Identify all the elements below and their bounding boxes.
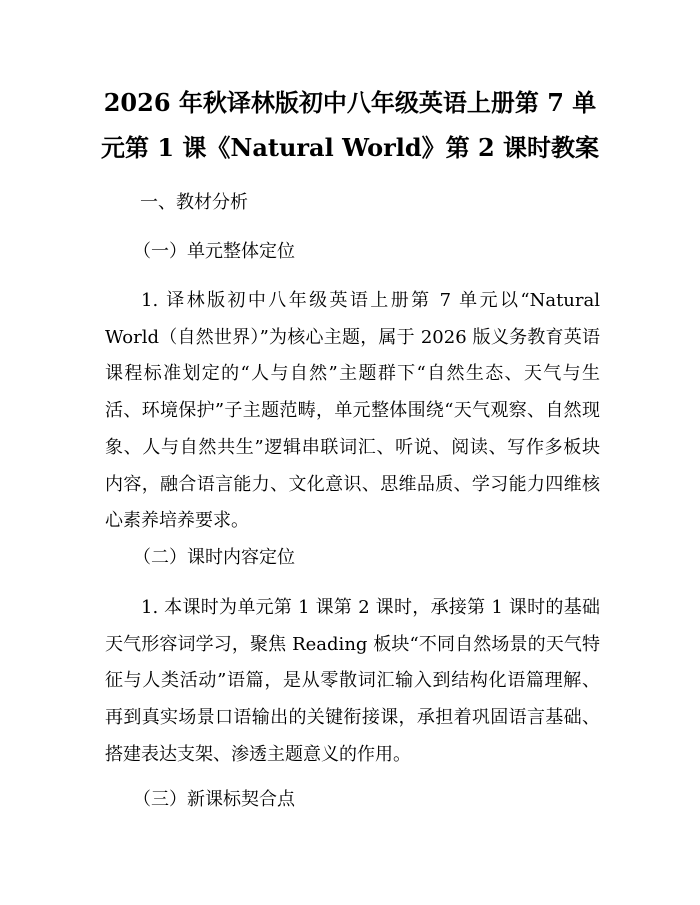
subsection-heading-lesson-positioning: （二）课时内容定位 <box>133 547 295 568</box>
document-title-line-1: 2026 年秋译林版初中八年级英语上册第 7 单 <box>103 88 597 117</box>
paragraph-unit-positioning: 1. 译林版初中八年级英语上册第 7 单元以“Natural World（自然世界）”为核心主题，属于 2026 版义务教育英语课程标准划定的“人与自然”主题群下“自然生态、天气与生活、环境保护”子主题范畴，单元整体围绕“天气观察、自然现象、人与自然共生”逻辑串联词汇、听说、阅读、写作多板块内容，融合语言能力、文化意识、思维品质、学习能力四维核心素养培养要求。 <box>105 290 600 532</box>
subsection-heading-unit-positioning: （一）单元整体定位 <box>133 241 295 262</box>
subsection-heading-curriculum-alignment: （三）新课标契合点 <box>133 789 295 810</box>
paragraph-lesson-positioning: 1. 本课时为单元第 1 课第 2 课时，承接第 1 课时的基础天气形容词学习，聚焦 Reading 板块“不同自然场景的天气特征与人类活动”语篇，是从零散词汇输入到结构化语篇理解、再到真实场景口语输出的关键衔接课，承担着巩固语言基础、搭建表达支架、渗透主题意义的作用。 <box>105 597 600 765</box>
document-title-line-2: 元第 1 课《Natural World》第 2 课时教案 <box>100 133 600 162</box>
section-heading-textbook-analysis: 一、教材分析 <box>140 192 248 213</box>
